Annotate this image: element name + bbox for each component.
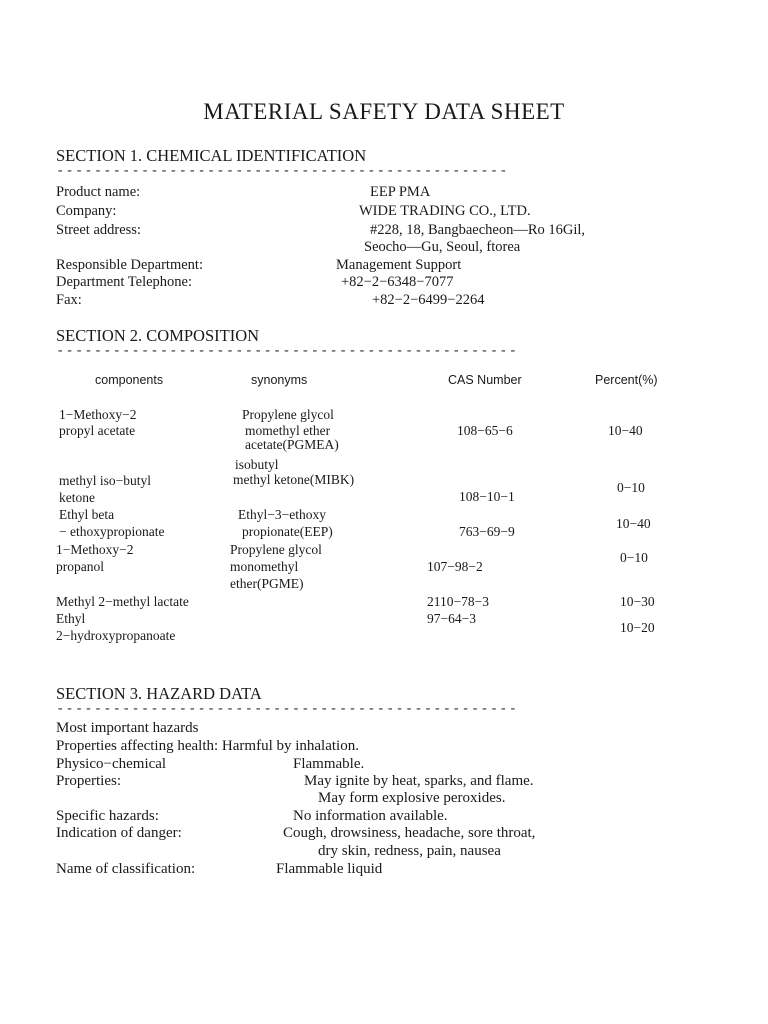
table-cell-percent: 10−30	[620, 594, 655, 609]
product-name-label: Product name:	[56, 184, 141, 200]
fax-label: Fax:	[56, 292, 82, 308]
section2-rule: -------------------------------------------------	[56, 343, 519, 359]
table-cell-percent: 10−40	[616, 516, 651, 531]
table-cell-component: − ethoxypropionate	[59, 524, 165, 539]
fax-value: +82−2−6499−2264	[372, 292, 485, 308]
physico-chemical-value: Flammable.	[293, 756, 365, 772]
table-cell-synonym: isobutyl	[235, 457, 279, 472]
properties-value-line2: May form explosive peroxides.	[318, 790, 506, 806]
department-value: Management Support	[336, 257, 462, 273]
important-hazards-line: Most important hazards	[56, 720, 199, 736]
components-header: components	[95, 373, 164, 387]
physico-chemical-label: Physico−chemical	[56, 756, 167, 772]
cas-number-header: CAS Number	[448, 373, 522, 387]
document-title: MATERIAL SAFETY DATA SHEET	[203, 99, 565, 124]
table-cell-percent: 10−40	[608, 423, 643, 438]
table-cell-component: 2−hydroxypropanoate	[56, 628, 176, 643]
street-address-line1: #228, 18, Bangbaecheon—Ro 16Gil,	[370, 222, 586, 238]
table-cell-cas: 107−98−2	[427, 559, 483, 574]
section3-rule: -------------------------------------------------	[56, 701, 519, 717]
table-cell-percent: 10−20	[620, 620, 655, 635]
danger-indication-value-line2: dry skin, redness, pain, nausea	[318, 843, 501, 859]
section1-rule: ------------------------------------------------	[56, 163, 509, 179]
telephone-label: Department Telephone:	[56, 274, 193, 290]
table-cell-synonym: momethyl ether	[245, 423, 331, 438]
table-cell-synonym: acetate(PGMEA)	[245, 437, 339, 452]
table-cell-component: Ethyl beta	[59, 507, 115, 522]
table-cell-percent: 0−10	[620, 550, 648, 565]
table-cell-cas: 108−10−1	[459, 489, 515, 504]
table-cell-component: propyl acetate	[59, 423, 136, 438]
table-cell-component: ketone	[59, 490, 95, 505]
table-cell-component: methyl iso−butyl	[59, 473, 151, 488]
table-cell-synonym: Propylene glycol	[242, 407, 334, 422]
section3-heading: SECTION 3. HAZARD DATA	[56, 684, 262, 703]
section1-heading: SECTION 1. CHEMICAL IDENTIFICATION	[56, 146, 367, 165]
street-address-line2: Seocho—Gu, Seoul, ftorea	[364, 239, 521, 255]
table-cell-synonym: Propylene glycol	[230, 542, 322, 557]
table-cell-synonym: ether(PGME)	[230, 576, 304, 591]
classification-label: Name of classification:	[56, 861, 196, 877]
table-cell-synonym: monomethyl	[230, 559, 299, 574]
department-label: Responsible Department:	[56, 257, 203, 273]
danger-indication-value-line1: Cough, drowsiness, headache, sore throat,	[283, 825, 536, 841]
health-properties-line: Properties affecting health: Harmful by inhalation.	[56, 738, 359, 754]
specific-hazards-value: No information available.	[293, 808, 448, 824]
properties-label: Properties:	[56, 773, 121, 789]
telephone-value: +82−2−6348−7077	[341, 274, 454, 290]
section2-heading: SECTION 2. COMPOSITION	[56, 326, 260, 345]
table-cell-cas: 2110−78−3	[427, 594, 489, 609]
table-cell-percent: 0−10	[617, 480, 645, 495]
table-cell-component: propanol	[56, 559, 104, 574]
classification-value: Flammable liquid	[276, 861, 383, 877]
table-cell-synonym: methyl ketone(MIBK)	[233, 472, 355, 487]
properties-value-line1: May ignite by heat, sparks, and flame.	[304, 773, 534, 789]
table-cell-component: 1−Methoxy−2	[56, 542, 134, 557]
table-cell-cas: 763−69−9	[459, 524, 515, 539]
table-cell-synonym: propionate(EEP)	[242, 524, 333, 539]
table-cell-component: Methyl 2−methyl lactate	[56, 594, 189, 609]
table-cell-component: 1−Methoxy−2	[59, 407, 137, 422]
company-label: Company:	[56, 203, 117, 219]
table-cell-component: Ethyl	[56, 611, 86, 626]
table-cell-cas: 108−65−6	[457, 423, 513, 438]
product-name-value: EEP PMA	[370, 184, 431, 200]
street-address-label: Street address:	[56, 222, 141, 238]
company-value: WIDE TRADING CO., LTD.	[359, 203, 531, 219]
percent-header: Percent(%)	[595, 373, 658, 387]
specific-hazards-label: Specific hazards:	[56, 808, 159, 824]
table-cell-cas: 97−64−3	[427, 611, 476, 626]
synonyms-header: synonyms	[251, 373, 308, 387]
danger-indication-label: Indication of danger:	[56, 825, 182, 841]
table-cell-synonym: Ethyl−3−ethoxy	[238, 507, 326, 522]
